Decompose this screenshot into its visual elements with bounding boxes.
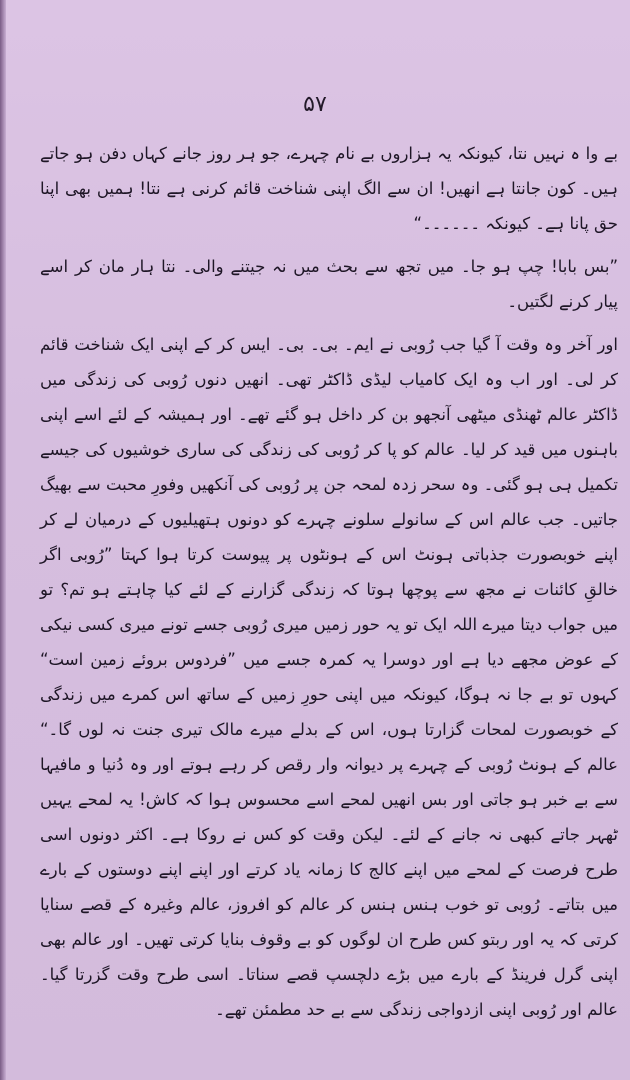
page-number: ۵۷: [303, 92, 327, 117]
paragraph-3: اور آخر وہ وقت آ گیا جب رُوبی نے ایم۔ بی۔ بی۔ ایس کر کے اپنی ایک شناخت قائم کر لی۔ اور اب وہ ایک کامیاب لیڈی ڈاکٹر تھی۔ انھیں دنوں رُوبی کی زندگی میں ڈاکٹر عالم ٹھنڈی میٹھی آنجھو بن کر داخل ہو گئے تھے۔ اور ہمیشہ کے لئے اسے اپنی باہنوں میں قید کر لیا۔ عالم کو پا کر رُوبی کی زندگی کی ساری خوشیوں کی جیسے تکمیل ہی ہو گئی۔ وہ سحر زدہ لمحہ جن پر رُوبی کی آنکھیں وفورِ محبت سے بھیگ جاتیں۔ جب عالم اس کے سانولے سلونے چہرے کو دونوں ہتھیلیوں کے درمیان لے کر اپنے خوبصورت جذباتی ہونٹ اس کے ہونٹوں پر پیوست کرتا ہوا کہتا ”رُوبی اگر خالقِ کائنات نے مجھ سے پوچھا ہوتا کہ زندگی گزارنے کے لئے کیا چاہتے ہو تم؟ تو میں جواب دیتا میرے اللہ ایک تو یہ حور زمیں میری رُوبی جسے تونے میری کسی نیکی کے عوض مجھے دیا ہے اور دوسرا یہ کمرہ جسے میں ”فردوس بروئے زمین است“ کہوں تو بے جا نہ ہوگا، کیونکہ میں اپنی حورِ زمیں کے ساتھ اس کمرے میں زندگی کے خوبصورت لمحات گزارتا ہوں، اس کے بدلے میرے مالک تیری جنت نہ لوں گا۔“ عالم کے ہونٹ رُوبی کے چہرے پر دیوانہ وار رقص کر رہے ہوتے اور وہ دُنیا و مافیہا سے بے خبر ہو جاتی اور بس انھیں لمحے اسے محسوس ہوا کہ کاش! یہ لمحے یہیں ٹھہر جاتے کبھی نہ جانے کے لئے۔ لیکن وقت کو کس نے روکا ہے۔ اکثر دونوں اسی طرح فرصت کے لمحے میں اپنے کالج کا زمانہ یاد کرتے اور اپنے اپنے دوستوں کے بارے میں بتاتے۔ رُوبی تو خوب ہنس ہنس کر عالم کو افروز، عالم وغیرہ کے قصے سنایا کرتی کہ یہ اور ربتو کس طرح ان لوگوں کو بے وقوف بنایا کرتی تھیں۔ اور عالم بھی اپنی گرل فرینڈ کے بارے میں بڑے دلچسپ قصے سناتا۔ اسی طرح وقت گزرتا گیا۔ عالم اور رُوبی اپنی ازدواجی زندگی سے بے حد مطمئن تھے۔: [40, 335, 618, 1019]
paragraph-1: بے وا ہ نہیں نتا، کیونکہ یہ ہزاروں بے نام چہرے، جو ہر روز جانے کہاں دفن ہو جاتے ہیں۔ کون جانتا ہے انھیں! ان سے الگ اپنی شناخت قائم کرنی ہے نتا! ہمیں بھی اپنا حق پانا ہے۔ کیونکہ ۔۔۔۔۔۔“: [40, 144, 618, 233]
page-body: [40, 136, 618, 1027]
page-edge: [0, 0, 6, 1080]
paragraph-2: ”بس بابا! چپ ہو جا۔ میں تجھ سے بحث میں نہ جیتنے والی۔ نتا ہار مان کر اسے پیار کرنے لگتیں۔: [40, 257, 618, 311]
